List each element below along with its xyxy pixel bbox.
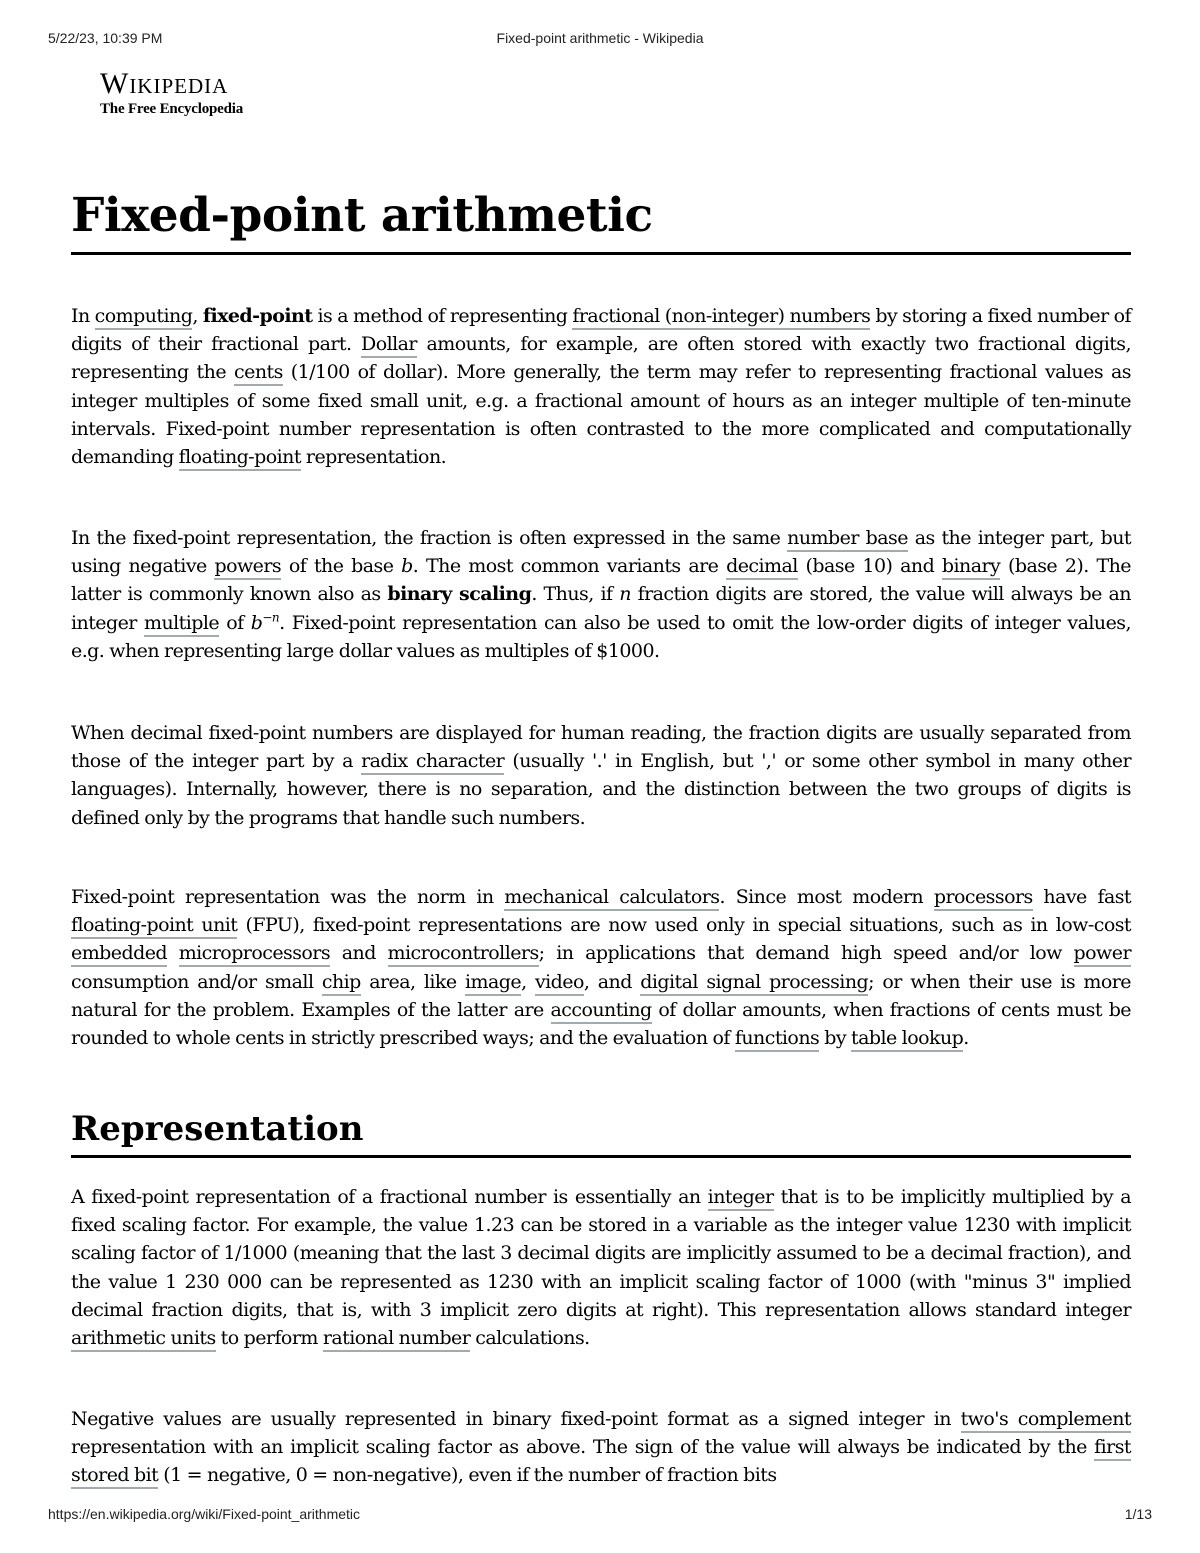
print-date: 5/22/23, 10:39 PM — [48, 30, 163, 46]
link-binary[interactable]: binary — [942, 555, 1000, 580]
link-digital-signal-processing[interactable]: digital signal processing — [640, 971, 868, 996]
link-microcontrollers[interactable]: microcontrollers — [388, 942, 539, 967]
link-embedded[interactable]: embedded — [71, 942, 167, 967]
intro-paragraph-4: Fixed-point representation was the norm in mechanical calculators. Since most modern processors have fast floating-point unit (FPU), fixed-point representations are now used only in special situations, such as in low-cost embedded microprocessors and microcontrollers; in applications that demand high speed and/or low power consumption and/or small chip area, like image, video, and digital signal processing; or when their use is more natural for the problem. Examples of the latter are accounting of dollar amounts, when fractions of cents must be rounded to whole cents in strictly prescribed ways; and the evaluation of functions by table lookup. — [71, 883, 1131, 1052]
logo-wordmark: Wikipedia — [100, 67, 229, 100]
link-computing[interactable]: computing — [95, 305, 193, 330]
logo-tagline: The Free Encyclopedia — [100, 101, 244, 117]
link-functions[interactable]: functions — [735, 1027, 819, 1052]
print-url: https://en.wikipedia.org/wiki/Fixed-point_arithmetic — [48, 1506, 361, 1522]
representation-paragraph-1: A fixed-point representation of a fractional number is essentially an integer that is to be implicitly multiplied by a fixed scaling factor. For example, the value 1.23 can be stored in a variable as the integer value 1230 with implicit scaling factor of 1/1000 (meaning that the last 3 decimal digits are implicitly assumed to be a decimal fraction), and the value 1 230 000 can be represented as 1230 with an implicit scaling factor of 1000 (with "minus 3" implied decimal fraction digits, that is, with 3 implicit zero digits at right). This representation allows standard integer arithmetic units to perform rational number calculations. — [71, 1183, 1131, 1352]
link-mechanical-calculators[interactable]: mechanical calculators — [504, 886, 719, 911]
link-chip[interactable]: chip — [322, 971, 361, 996]
wikipedia-logo[interactable] — [100, 68, 300, 118]
link-twos-complement[interactable]: two's complement — [961, 1408, 1131, 1433]
link-dollar[interactable]: Dollar — [361, 333, 417, 358]
intro-paragraph-2: In the fixed-point representation, the fraction is often expressed in the same number base as the integer part, but using negative powers of the base b. The most common variants are decimal (base 10) and binary (base 2). The latter is commonly known also as binary scaling. Thus, if n fraction digits are stored, the value will always be an integer multiple of $b^{-n}$. Fixed-point representation can also be used to omit the low-order digits of integer values, e.g. when representing large dollar values as multiples of $1000. — [71, 527, 1131, 662]
link-table-lookup[interactable]: table lookup — [851, 1027, 963, 1052]
print-page-title: Fixed-point arithmetic - Wikipedia — [496, 30, 704, 46]
page-title: Fixed-point arithmetic — [71, 186, 1131, 255]
link-processors[interactable]: processors — [934, 886, 1033, 911]
link-video[interactable]: video — [535, 971, 584, 996]
intro-paragraph-1: In computing, fixed-point is a method of representing fractional (non-integer) numbers by storing a fixed number of digits of their fractional part. Dollar amounts, for example, are often stored with exactly two fractional digits, representing the cents (1/100 of dollar). More generally, the term may refer to representing fractional values as integer multiples of some fixed small unit, e.g. a fractional amount of hours as an integer multiple of ten-minute intervals. Fixed-point number representation is often contrasted to the more complicated and computationally demanding floating-point representation. — [71, 302, 1131, 471]
var-b: b — [401, 555, 413, 578]
link-powers[interactable]: powers — [214, 555, 281, 580]
link-power[interactable]: power — [1074, 942, 1131, 967]
print-footer — [48, 1506, 1152, 1526]
link-arithmetic-units[interactable]: arithmetic units — [71, 1327, 216, 1352]
representation-paragraph-2: Negative values are usually represented in binary fixed-point format as a signed integer in two's complement representation with an implicit scaling factor as above. The sign of the value will always be indicated by the first stored bit (1 = negative, 0 = non-negative), even if the number of fraction bits — [71, 1405, 1131, 1490]
link-first-stored-bit[interactable]: first stored bit — [71, 1436, 1131, 1489]
link-fractional-numbers[interactable]: fractional (non-integer) numbers — [572, 305, 870, 330]
link-floating-point[interactable]: floating-point — [179, 446, 301, 471]
link-multiple[interactable]: multiple — [144, 612, 219, 637]
link-cents[interactable]: cents — [234, 361, 283, 386]
term-binary-scaling: binary scaling — [387, 583, 532, 606]
print-header — [48, 30, 1152, 50]
link-number-base[interactable]: number base — [787, 527, 908, 552]
link-integer[interactable]: integer — [708, 1186, 774, 1211]
exponent-minus-n: −n — [262, 610, 280, 625]
var-n: n — [619, 583, 631, 606]
link-image[interactable]: image — [465, 971, 521, 996]
link-decimal[interactable]: decimal — [726, 555, 798, 580]
section-title-representation: Representation — [71, 1106, 1131, 1158]
link-rational-number[interactable]: rational number — [323, 1327, 470, 1352]
link-accounting[interactable]: accounting — [551, 999, 652, 1024]
print-page-number: 1/13 — [1124, 1506, 1152, 1522]
intro-paragraph-3: When decimal fixed-point numbers are displayed for human reading, the fraction digits are usually separated from those of the integer part by a radix character (usually '.' in English, but ',' or some other symbol in many other languages). Internally, however, there is no separation, and the distinction between the two groups of digits is defined only by the programs that handle such numbers. — [71, 722, 1132, 829]
link-radix-character[interactable]: radix character — [361, 750, 504, 775]
link-microprocessors[interactable]: microprocessors — [179, 942, 330, 967]
term-fixed-point: fixed-point — [202, 305, 313, 327]
var-b-power: b — [250, 611, 263, 634]
link-floating-point-unit[interactable]: floating-point unit — [71, 914, 237, 939]
